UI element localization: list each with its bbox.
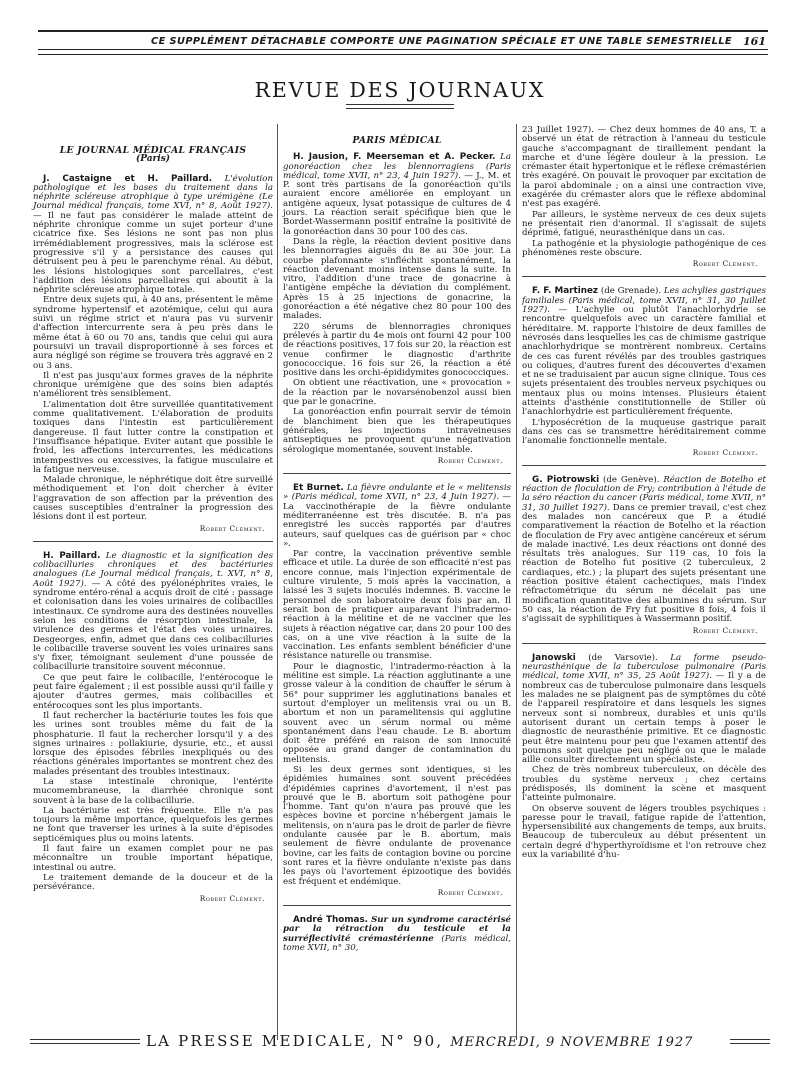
article-author: H. Paillard. bbox=[43, 550, 101, 561]
column-divider bbox=[277, 124, 278, 1040]
paragraph: — Il y a de nombreux cas de tuberculose pulmonaire dans lesquels les malades ne se plaignent pas de symptômes du côté de l'appareil respiratoire et dans lesquels les signes nerveux sont si nombreux, durables et unis qu'ils autorisent durant un certain temps à poser le diagnostic de neurasthénie primitive. Et ce diagnostic peut être maintenu pour peu que l'examen attentif des poumons soit quelque peu négligé ou que le malade aille consulter directement un spécialiste. bbox=[522, 671, 767, 766]
footer-date: MERCREDI, 9 NOVEMBRE 1927 bbox=[450, 1035, 694, 1050]
article-divider bbox=[283, 473, 511, 474]
paragraph: Dans la règle, la réaction devient positive dans les blennorragies aiguës du 8e au 30e jour. La courbe plafonnante s'infléchit spontanément, la réaction devenant moins intense dans la suite. In vitro, l'addition d'une trace de gonacrine à l'antigène empêche la déviation du complément. Après 15 à 25 injections de gonacrine, la gonoréaction a été négative chez 80 pour 100 des malades. bbox=[283, 236, 511, 322]
article-head bbox=[283, 153, 511, 237]
paragraph: Pour le diagnostic, l'intradermo-réaction à la mélitine est simple. La réaction agglutinante a une grosse valeur à la condition de chauffer le sérum à 56° pour supprimer les agglutinations banales et surtout d'employer un melitensis vrai ou un B. abortum et non un paramelitensis qui agglutine souvent avec un sérum normal ou même spontanément dans l'eau chaude. Le B. abortum doit être préféré en raison de son innocuité opposée au grand danger de contamination du melitensis. bbox=[283, 661, 511, 765]
footer-text bbox=[146, 1032, 693, 1050]
article-source: (Le Journal médical français, t. XVI, n° 8, Août 1927). bbox=[33, 569, 274, 589]
paragraph: Le traitement demande de la douceur et de la persévérance. bbox=[33, 872, 273, 893]
article-title: Réaction de Botelho et réaction de floculation de Fry; contribution à l'étude de la séro réaction du cancer bbox=[522, 474, 766, 504]
page-number: 161 bbox=[743, 35, 766, 48]
paragraph: — Il ne faut pas considérer le malade atteint de néphrite chronique comme un sujet porteur d'une cicatrice fixe. Ses lésions ne sont pas non plus irrémédiablement progressives, mais la sclérose est progressive s'il y a persistance des causes qui détruisent peu à peu le parenchyme rénal. Au début, les lésions histologiques sont parcellaires, c'est l'addition des lésions parcellaires qui aboutit à la néphrite scléreuse atrophique totale. bbox=[33, 210, 273, 296]
article-title: La forme pseudo-neurasthénique de la tuberculose pulmonaire bbox=[522, 652, 766, 673]
article-location: (de Varsovie). bbox=[588, 652, 658, 663]
paragraph: — La vaccinothérapie de la fièvre ondulante méditerranéenne est très discutée. B. n'a pas enregistré les succès rapportés par d'autres auteurs, sauf quelques cas de guérison par « choc ». bbox=[283, 492, 511, 549]
paragraph: L'alimentation doit être surveillée quantitativement comme qualitativement. L'élaboration de produits toxiques dans l'intestin est particulièrement dangereuse. Il faut lutter contre la constipation et l'insuffisance hépatique. Eviter autant que possible le froid, les affections intercurrentes, les médications intempestives ou excessives, la fatigue musculaire et la fatigue nerveuse. bbox=[33, 399, 273, 475]
paragraph: La gonoréaction enfin pourrait servir de témoin de blanchiment bien que les thérapeutiques générales, les injections intraveineuses antiseptiques ne provoquent qu'une négativation sérologique momentanée, souvent instable. bbox=[283, 407, 511, 455]
signature: Robert Clément. bbox=[692, 259, 758, 269]
article-title: Sur un syndrome caractérisé par la rétraction du testicule et la surréflectivité crémastérienne bbox=[283, 915, 512, 944]
footer-publication: LA PRESSE MEDICALE, N° 90, bbox=[146, 1032, 444, 1050]
article-divider bbox=[283, 905, 511, 906]
section-title: LE JOURNAL MÉDICAL FRANÇAIS bbox=[59, 145, 247, 156]
running-header bbox=[38, 30, 768, 50]
paragraph: Chez de très nombreux tuberculeux, on décèle des troubles du système nerveux ; chez certains prédisposés, ils dominent la scène et masquent l'atteinte pulmonaire. bbox=[522, 765, 766, 804]
paragraph: Il n'est pas jusqu'aux formes graves de la néphrite chronique urémigène que des soins bien adaptés n'améliorent très sensiblement. bbox=[33, 370, 273, 400]
paragraph: Dans ce premier travail, c'est chez des malades non cancéreux que P. a étudié comparativement la réaction de Botelho et la réaction de floculation de Fry avec antigène cancéreux et sérum de malade inactivé. Les deux réactions ont donné des résultats très analogues. Sur 119 cas, 10 fois la réaction de Botelho fut positive (2 tuberculeux, 2 cardiaques, etc.) ; la plupart des sujets présentant une réaction positive étaient cachectiques, mais l'index réfractométrique du sérum ne décelait pas une modification quantitative des albumines du sérum. Sur 50 cas, la réaction de Fry fut positive 8 fois, 4 fois il s'agissait de syphilitiques à Wassermann positif. bbox=[522, 502, 766, 625]
article-title: La gonoréaction chez les blennorragiens bbox=[283, 152, 511, 172]
paragraph: Malade chronique, le néphrétique doit être surveillé méthodiquement et l'on doit chercher à éviter l'aggravation de son affection par la prévention des causes susceptibles d'entraîner la progression des lésions dont il est porteur. bbox=[33, 475, 273, 523]
article-title: L'évolution pathologique et les bases du traitement dans la néphrite scléreuse atrophique à type urémigène bbox=[33, 173, 273, 203]
paragraph: 220 sérums de blennorragies chroniques prélevés à partir du 4e mois ont fourni 42 pour 100 de réactions positives, 17 fois sur 20, la réaction est venue confirmer le diagnostic d'arthrite gonococcique. 16 fois sur 26, la réaction a été positive dans les orchi-épididymites gonococciques. bbox=[283, 321, 511, 379]
title-rule bbox=[346, 104, 454, 109]
paragraph: Il faut rechercher la bactériurie toutes les fois que les urines sont troubles même du fait de la phosphaturie. Il faut la rechercher lorsqu'il y a des signes urinaires : pollakiurie, dysurie, etc., et aussi lorsque des épisodes fébriles inexpliqués ou des réactions générales importantes se montrent chez des malades présentant des troubles intestinaux. bbox=[33, 710, 273, 777]
paragraph: — J., M. et P. sont très partisans de la gonoréaction qu'ils auraient encore améliorée en employant un antigène aqueux, lysat potassique de cultures de 4 jours. La réaction serait spécifique bien que le Bordet-Wassermann positif entraîne la positivité de la gonoréaction dans 30 pour 100 des cas. bbox=[283, 170, 512, 237]
paragraph: L'hyposécrétion de la muqueuse gastrique parait dans ces cas se transmettre héréditairement comme l'anomalie fonctionnelle mentale. bbox=[522, 417, 766, 447]
article-author: J. Castaigne et H. Paillard. bbox=[43, 173, 213, 184]
signature: Robert Clément. bbox=[437, 455, 503, 465]
article-divider bbox=[522, 643, 766, 644]
section-city: (Paris) bbox=[135, 154, 171, 165]
column-1 bbox=[33, 146, 273, 909]
article-source: (Le Journal médical français, tome XVI, n° 8, Août 1927). bbox=[33, 192, 273, 212]
page-title: REVUE DES JOURNAUX bbox=[254, 78, 546, 102]
page-footer bbox=[30, 1032, 770, 1054]
column-3 bbox=[522, 126, 766, 861]
article-head bbox=[33, 552, 273, 673]
paragraph: Par ailleurs, le système nerveux de ces deux sujets ne présentait rien d'anormal. Il s'agissait de sujets déprimé, fatigué, neurasthénique dans un cas. bbox=[522, 209, 766, 239]
article-author: H. Jausion, F. Meerseman et A. Pecker. bbox=[293, 152, 496, 163]
paragraph: Il faut faire un examen complet pour ne pas méconnaître un trouble important hépatique, intestinal ou autre. bbox=[33, 844, 273, 873]
article-head bbox=[283, 484, 511, 549]
article-divider bbox=[522, 465, 766, 466]
article-author: Janowski bbox=[532, 652, 576, 663]
paragraph: On observe souvent de légers troubles psychiques : paresse pour le travail, fatigue rapide de l'attention, hypersensibilité aux changements de temps, aux bruits. Beaucoup de tuberculeux au début présentent un certain degré d'hyperthyroïdisme et l'on retrouve chez eux la variabilité d'hu- bbox=[522, 803, 766, 861]
paragraph: La pathogénie et la physiologie pathogénique de ces phénomènes reste obscure. bbox=[522, 238, 766, 258]
paragraph: Par contre, la vaccination préventive semble efficace et utile. La durée de son efficacité n'est pas encore connue, mais l'injection expérimentale de culture virulente, 5 mois après la vaccination, a laissé les 3 sujets inoculés indemnes. B. vaccine le personnel de son laboratoire deux fois par an. Il serait bon de pratiquer auparavant l'intradermo-réaction à la mélitine et de ne vacciner que les sujets à réaction négative car, dans 20 pour 100 des cas, on a une vive réaction à la suite de la vaccination. Les enfants semblent bénéficier d'une résistance naturelle ou transmise. bbox=[283, 549, 511, 662]
article-author: G. Piotrowski bbox=[532, 474, 600, 485]
article-head bbox=[283, 916, 511, 953]
paragraph: Ce que peut faire le colibacille, l'entérocoque le peut faire également ; il est possible aussi qu'il faille y ajouter d'autres germes, mais colibacilles et entérocoques sont les plus importants. bbox=[33, 672, 273, 711]
article-source: (Paris médical, tome XVII, n° 31, 30 Juillet 1927). bbox=[522, 493, 766, 513]
paragraph: 23 Juillet 1927). — Chez deux hommes de 40 ans, T. a observé un état de rétraction à l'anneau du testicule gauche s'accompagnant de tiraillement pendant la marche et d'une légère douleur à la pression. Le crémaster était hypertonique et le réflexe crémastérien très exagéré. On pouvait le provoquer par excitation de la paroi abdominale ; on a ainsi une contraction vive, exagérée du crémaster alors que le réflexe abdominal n'est pas exagéré. bbox=[522, 125, 766, 210]
article-author: Et Burnet. bbox=[293, 483, 344, 494]
paragraph: — A côté des pyélonéphrites vraies, le syndrome entéro-rénal a acquis droit de cité : passage et colonisation dans les voies urinaires de colibacilles intestinaux. Ce syndrome aura des destinées nouvelles selon les conditions de résorption intestinale, la virulence des germes et l'état des voies urinaires. Desgeorges, enfin, admet que dans ces colibacilluries le colibacille traverse souvent les voies urinaires sans s'y fixer, témoignant seulement d'une poussée de colibacillurie transitoire souvent méconnue. bbox=[33, 578, 273, 673]
article-location: (de Grenade). bbox=[600, 286, 662, 297]
signature: Robert Clément. bbox=[199, 893, 265, 903]
paragraph: Entre deux sujets qui, à 40 ans, présentent le même syndrome hypertensif et azotémique, celui qui aura suivi un régime strict et n'aura pas vu survenir d'affection intercurrente sera à peu près dans le même état à 60 ou 70 ans, tandis que celui qui aura poursuivi un travail disproportionné à ses forces et aura négligé son régime se trouvera très aggravé en 2 ou 3 ans. bbox=[33, 295, 273, 371]
article-title: La fièvre ondulante et le « melitensis » bbox=[283, 483, 511, 503]
article-divider bbox=[33, 541, 273, 542]
paragraph: On obtient une réactivation, une « provocation » de la réaction par le novarsénobenzol aussi bien que par le gonacrine. bbox=[283, 378, 511, 408]
article-title: Le diagnostic et la signification des colibacilluries chroniques et des bactériuries analogues bbox=[33, 550, 274, 580]
running-header-text: CE SUPPLÉMENT DÉTACHABLE COMPORTE UNE PAGINATION SPÉCIALE ET UNE TABLE SEMESTRIELLE bbox=[151, 36, 732, 47]
article-author: F. F. Martinez bbox=[532, 286, 599, 297]
article-divider bbox=[522, 276, 766, 277]
signature: Robert Clément. bbox=[199, 523, 265, 533]
article-author: André Thomas. bbox=[293, 915, 369, 926]
article-head bbox=[522, 287, 766, 417]
paragraph: La bactériurie est très fréquente. Elle n'a pas toujours la même importance, quelquefois les germes ne font que traverser les urines à la suite d'épisodes septicémiques plus ou moins latents. bbox=[33, 805, 273, 844]
article-head bbox=[522, 476, 766, 625]
article-location: (de Genève). bbox=[603, 474, 660, 485]
footer-rule bbox=[30, 1039, 140, 1044]
article-source: (Paris médical, tome XVII, n° 35, 25 Août 1927). bbox=[522, 662, 766, 682]
paragraph: Si les deux germes sont identiques, si les épidémies humaines sont souvent précédées d'épidémies caprines d'avortement, il n'est pas prouvé que le B. abortum soit pathogène pour l'homme. Tant qu'on n'aura pas prouvé que les espèces bovine et porcine n'hébergent jamais le melitensis, on n'aura pas le droit de parler de fièvre ondulante causée par le B. abortum, mais seulement de fièvre ondulante de provenance bovine, car les faits de contagion bovine ou porcine sont rares et la fièvre ondulante n'existe pas dans les pays où l'avortement épizootique des bovidés est fréquent et endémique. bbox=[283, 765, 511, 887]
paragraph: — L'achylie ou plutôt l'anachlorhydrie se rencontre quelquefois avec un caractère familial et héréditaire. M. rapporte l'histoire de deux familles de névrosés dans lesquelles les cas de chimisme gastrique anachlorhydrique se montrèrent nombreux. Certains de ces cas furent révélés par des troubles gastriques ou coliques, d'autres furent des découvertes d'examen et ne se traduisaient par aucun signe clinique. Tous ces sujets présentaient des troubles nerveux psychiques ou mentaux plus ou moins intenses. Plusieurs étaient atteints d'asthénie constitutionnelle de Stiller où l'anachlorhydrie est particulièrement fréquente. bbox=[522, 305, 766, 418]
paragraph: La stase intestinale chronique, l'entérite mucomembraneuse, la diarrhée chronique sont souvent à la base de la colibacillurie. bbox=[33, 777, 273, 806]
article-source: (Paris médical, tome XVII, n° 30, bbox=[283, 933, 512, 954]
column-divider bbox=[516, 124, 517, 1040]
article-head bbox=[522, 654, 766, 766]
column-2 bbox=[283, 126, 511, 954]
article-source: (Paris médical, tome XVII, n° 31, 30 Juillet 1927). bbox=[522, 295, 766, 316]
signature: Robert Clément. bbox=[692, 625, 758, 635]
signature: Robert Clément. bbox=[437, 887, 503, 897]
signature: Robert Clément. bbox=[692, 447, 758, 457]
article-source: (Paris médical, tome XVII, n° 23, 4 Juin 1927). bbox=[283, 161, 512, 181]
section-title: PARIS MÉDICAL bbox=[352, 135, 442, 146]
article-source: (Paris médical, tome XVII, n° 23, 4 Juin 1927). bbox=[291, 492, 499, 503]
article-title: Les achylies gastriques familiales bbox=[522, 286, 766, 306]
article-head bbox=[33, 175, 273, 296]
footer-rule bbox=[730, 1039, 770, 1044]
header-rule bbox=[38, 54, 768, 55]
